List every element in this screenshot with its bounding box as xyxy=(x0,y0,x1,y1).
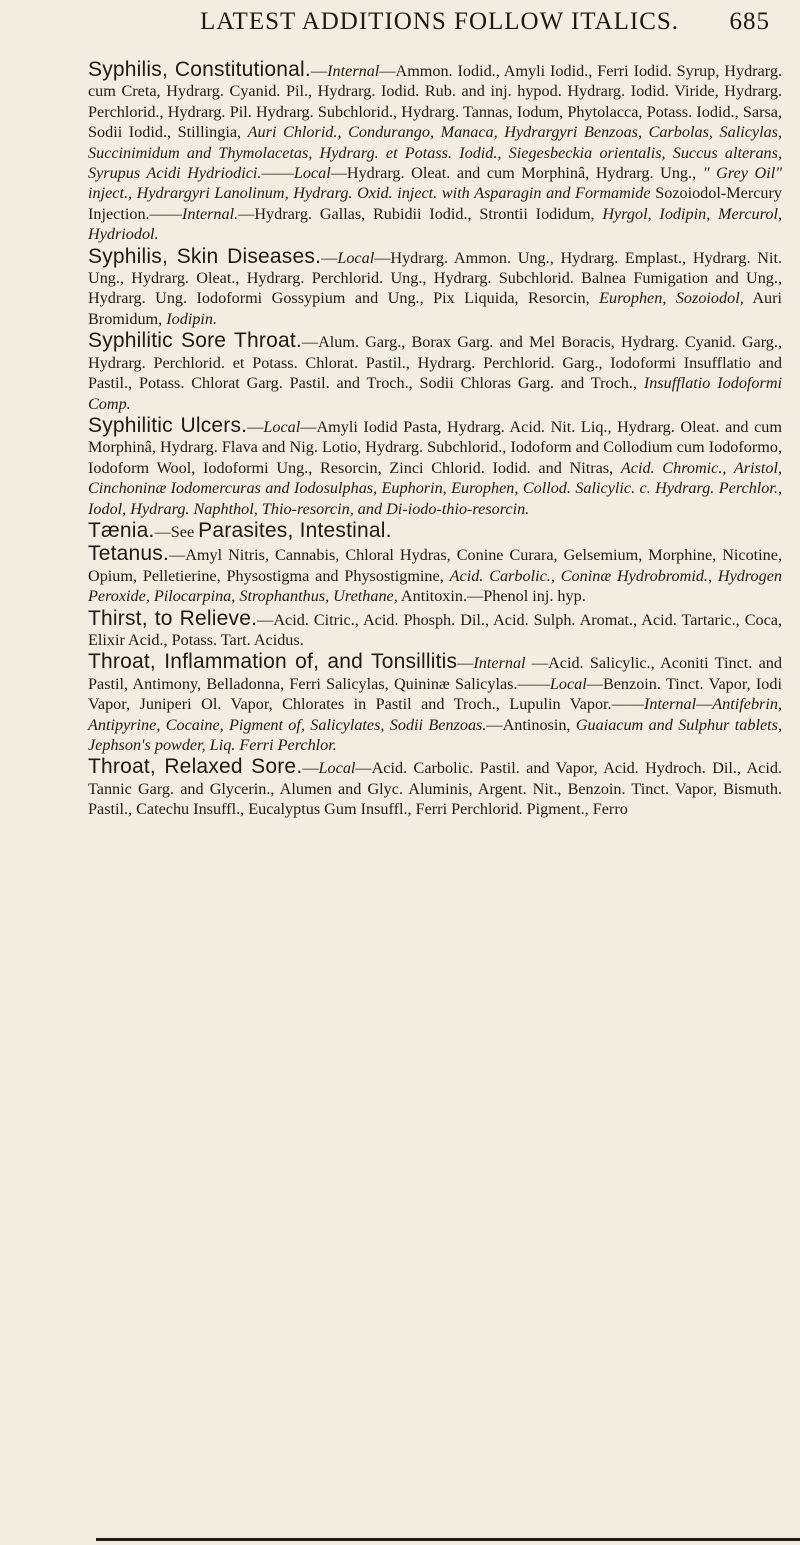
entry-text: Antitoxin.—Phenol inj. hyp. xyxy=(397,587,586,606)
entry-text: — xyxy=(302,759,319,778)
entry-text: —Amyli Iodid Pasta, Hydrarg. Acid. Nit. Liq., Hydrarg. Oleat. and cum Morphinâ, Hydrarg. Flava and Nig. Lotio, Hydrarg. Subchlorid., Iodoform and Collodium cum Iodoformo, Iodoform Wool, Iodoformi Ung., Resorcin, Zinci Chlorid. Iodid. and Nitras, xyxy=(88,417,782,477)
entry-text: —— xyxy=(517,674,550,693)
italic-text: Internal xyxy=(473,654,526,673)
bottom-rule xyxy=(96,1538,800,1541)
header-title: LATEST ADDITIONS FOLLOW ITALICS. xyxy=(200,8,680,35)
italic-text: Acid. Chromic., Aristol, Cinchoninæ Iodomercuras and Iodosulphas, Euphorin, Europhen, Collod. Salicylic. c. Hydrarg. Perchlor., Iodol, Hydrarg. Naphthol, Thio-resorcin, and Di-iodo-thio-resorcin. xyxy=(88,458,783,518)
entry-text: —Alum. Garg., Borax Garg. and Mel Boracis, Hydrarg. Cyanid. Garg., Hydrarg. Perchlorid. et Potass. Chlorat. Pastil., Hydrarg. Perchlorid. Garg., Iodoformi Insufflatio and Pastil., Potass. Chlorat Garg. Pastil. and Troch., Sodii Chloras Garg. and Troch., xyxy=(88,333,782,393)
italic-text: Internal. xyxy=(181,204,239,223)
entry xyxy=(88,60,782,245)
entry xyxy=(88,606,782,651)
italic-text: Local xyxy=(318,759,356,778)
entry-heading: Syphilis, Constitutional. xyxy=(88,58,311,81)
italic-text: Local xyxy=(337,248,375,267)
entry-heading: Throat, Relaxed Sore. xyxy=(88,755,303,779)
entry-text: Parasites, Intestinal. xyxy=(198,518,392,542)
entry-text: —— xyxy=(611,695,644,714)
italic-text: Europhen, Sozoiodol, xyxy=(599,289,744,308)
running-header xyxy=(200,8,770,36)
entry-text: —Antinosin, xyxy=(486,715,576,734)
entry xyxy=(88,544,782,606)
entry-text: Sozoiodol-Mercury Injection. xyxy=(88,184,782,223)
entry-heading: Syphilis, Skin Diseases. xyxy=(88,244,322,268)
entry-text: — xyxy=(696,695,713,714)
entry-heading: Tænia. xyxy=(88,518,155,542)
entry-heading: Syphilitic Sore Throat. xyxy=(88,329,302,353)
entry-text: —See xyxy=(154,522,199,541)
entry-text: — xyxy=(310,62,328,80)
italic-text: Auri Chlorid., Condurango, Manaca, Hydrargyri Benzoas, Carbolas, Salicylas, Succinimidum and Thymolacetas, Hydrarg. et Potass. Iodid., Siegesbeckia orientalis, Succus alterans, Syrupus Acidi Hydriodici. xyxy=(88,123,783,183)
italic-text: Acid. Carbolic., Coninæ Hydrobromid., Hydrogen Peroxide, Pilocarpina, Strophanthus, Urethane, xyxy=(88,566,783,606)
italic-text: Hyrgol, Iodipin, Mercurol, Hydriodol. xyxy=(88,204,782,244)
entry xyxy=(88,518,782,542)
italic-text: Local xyxy=(263,417,301,436)
entry xyxy=(88,413,783,519)
entry-text: —Hydrarg. Gallas, Rubidii Iodid., Strontii Iodidum, xyxy=(238,204,603,223)
entry xyxy=(88,244,782,330)
entry-text: —Hydrarg. Ammon. Ung., Hydrarg. Emplast., Hydrarg. Nit. Ung., Hydrarg. Oleat., Hydrarg. Perchlorid. Ung., Hydrarg. Subchlorid. Balnea Fumigation and Ung., Hydrarg. Ung. Iodoformi Gossypium and Ung., Pix Liquida, Resorcin, xyxy=(88,248,782,308)
entry-text: —Ammon. Iodid., Amyli Iodid., Ferri Iodid. Syrup, Hydrarg. cum Creta, Hydrarg. Cyanid. Pil., Hydrarg. Iodid. Rub. and inj. hypod. Hydrarg. Iodid. Viride, Hydrarg. Perchlorid., Hydrarg. Pil. Hydrarg. Subchlorid., Hydrarg. Tannas, Iodum, Phytolacca, Potass. Iodid., Sarsa, Sodii Iodid., Stillingia, xyxy=(88,62,782,142)
italic-text: Local xyxy=(549,674,587,693)
entry-heading: Tetanus. xyxy=(88,542,169,566)
entry-text: — xyxy=(457,654,474,673)
italic-text: " Grey Oil" inject., Hydrargyri Lanolinum, Hydrarg. Oxid. inject. with Asparagin and Formamide xyxy=(88,164,782,203)
entries-column xyxy=(88,60,782,822)
entry-text: —Benzoin. Tinct. Vapor, Iodi Vapor, Juniperi Ol. Vapor, Chlorates in Pastil and Troch., Lupulin Vapor. xyxy=(88,674,782,714)
entry xyxy=(88,331,782,414)
entry xyxy=(88,652,782,755)
page-number: 685 xyxy=(729,8,770,35)
entry-text: —Amyl Nitris, Cannabis, Chloral Hydras, Conine Curara, Gelsemium, Morphine, Nicotine, Opium, Pelletierine, Physostigma and Physostigmine, xyxy=(88,546,782,585)
entry-text: —— xyxy=(149,204,182,223)
italic-text: Iodipin. xyxy=(166,309,218,328)
entry-text: — xyxy=(321,248,338,267)
italic-text: Internal xyxy=(643,695,697,714)
italic-text: Insufflatio Iodoformi Comp. xyxy=(88,374,783,413)
entry-text: Auri Bromidum, xyxy=(88,289,782,328)
entry-text: — xyxy=(247,417,264,436)
entry-text: —— xyxy=(261,164,294,183)
italic-text: Guaiacum and Sulphur tablets, Jephson's powder, Liq. Ferri Perchlor. xyxy=(88,715,782,754)
entry xyxy=(88,757,782,819)
italic-text: Internal xyxy=(327,62,380,80)
entry-text: —Acid. Carbolic. Pastil. and Vapor, Acid. Hydroch. Dil., Acid. Tannic Garg. and Glycerin., Alumen and Glyc. Aluminis, Argent. Nit., Benzoin. Tinct. Vapor, Bismuth. Pastil., Catechu Insuffl., Eucalyptus Gum Insuffl., Ferri Perchlorid. Pigment., Ferro xyxy=(88,759,782,819)
italic-text: Local xyxy=(293,164,331,183)
entry-heading: Syphilitic Ulcers. xyxy=(88,413,248,437)
entry-text: —Hydrarg. Oleat. and cum Morphinâ, Hydrarg. Ung., xyxy=(330,164,703,183)
italic-text: Antifebrin, Antipyrine, Cocaine, Pigment of, Salicylates, Sodii Benzoas. xyxy=(88,695,782,734)
entry-heading: Throat, Inflammation of, and Tonsillitis xyxy=(88,650,458,674)
entry-text: —Acid. Citric., Acid. Phosph. Dil., Acid. Sulph. Aromat., Acid. Tartaric., Coca, Elixir Acid., Potass. Tart. Acidus. xyxy=(88,610,782,649)
entry-heading: Thirst, to Relieve. xyxy=(88,606,258,630)
entry-text: —Acid. Salicylic., Aconiti Tinct. and Pastil, Antimony, Belladonna, Ferri Salicylas, Quininæ Salicylas. xyxy=(88,654,782,693)
